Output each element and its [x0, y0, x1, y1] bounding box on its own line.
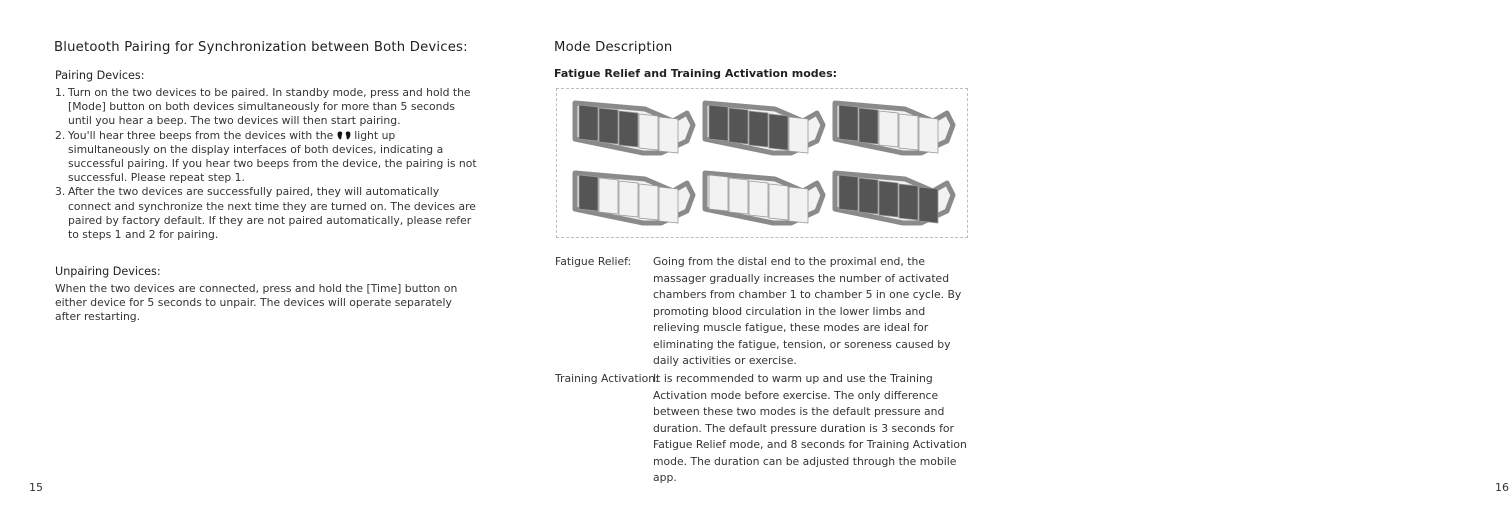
sleeve-chamber: [919, 117, 938, 153]
sleeve-chamber: [619, 181, 638, 217]
leg-sleeve-3: [835, 103, 953, 153]
step-number: 1.: [55, 86, 66, 99]
pairing-step-2: [55, 129, 480, 186]
sleeve-chamber: [639, 114, 658, 150]
sleeve-chamber: [729, 178, 748, 214]
sleeve-chamber: [899, 114, 918, 150]
sleeve-chamber: [749, 181, 768, 217]
page-number-left: 15: [29, 481, 43, 494]
sleeve-chamber: [599, 108, 618, 144]
leg-sleeve-4: [575, 173, 693, 223]
sleeve-chamber: [789, 117, 808, 153]
sleeve-chamber: [879, 111, 898, 147]
sleeve-chamber: [899, 184, 918, 220]
leg-sleeve-1: [575, 103, 693, 153]
sleeve-chamber: [659, 187, 678, 223]
left-page: [0, 0, 512, 512]
sleeve-chamber: [769, 114, 788, 150]
step-text-before-icon: You'll hear three beeps from the devices with the: [68, 128, 334, 142]
step-text: After the two devices are successfully paired, they will automatically connect and synchronize the next time they are turned on. The devices are paired by factory default. If they are not paired automatically, please refer to steps 1 and 2 for pairing.: [68, 185, 476, 242]
leg-sleeve-6: [835, 173, 953, 223]
sleeve-chamber: [579, 105, 598, 141]
leg-sleeve-2: [705, 103, 823, 153]
fatigue-relief-text: Going from the distal end to the proximal end, the massager gradually increases the number of activated chambers from chamber 1 to chamber 5 in one cycle. By promoting blood circulation in the lower limbs and relieving muscle fatigue, these modes are ideal for eliminating the fatigue, tension, or soreness caused by daily activities or exercise.: [653, 255, 962, 367]
page-number-right: 16: [1495, 481, 1509, 494]
sleeve-chamber: [619, 111, 638, 147]
bluetooth-pairing-title: Bluetooth Pairing for Synchronization between Both Devices:: [54, 40, 468, 55]
mode-illustration-frame: [556, 88, 968, 238]
sleeve-chamber: [859, 108, 878, 144]
sleeve-chamber: [709, 105, 728, 141]
training-activation-label: Training Activation:: [555, 372, 659, 385]
unpairing-devices-title: Unpairing Devices:: [55, 265, 161, 278]
mode-description-title: Mode Description: [554, 40, 673, 55]
fatigue-relief-label: Fatigue Relief:: [555, 255, 632, 268]
earbuds-icon: [337, 131, 351, 140]
pairing-step-3: [55, 185, 480, 242]
sleeve-chamber: [769, 184, 788, 220]
sleeve-chamber: [579, 175, 598, 211]
sleeve-chamber: [729, 108, 748, 144]
sleeve-chamber: [919, 187, 938, 223]
sleeve-chamber: [859, 178, 878, 214]
unpairing-text: When the two devices are connected, press and hold the [Time] button on either device for 5 seconds to unpair. The devices will operate separately after restarting.: [55, 282, 458, 324]
step-number: 2.: [55, 128, 66, 142]
training-activation-text: It is recommended to warm up and use the Training Activation mode before exercise. The only difference between these two modes is the default pressure and duration. The default pressure duration is 3 seconds for Fatigue Relief mode, and 8 seconds for Training Activation mode. The duration can be adjusted through the mobile app.: [653, 372, 967, 484]
leg-sleeve-5: [705, 173, 823, 223]
sleeve-chamber: [839, 175, 858, 211]
leg-sleeve-illustration-grid: [557, 89, 967, 237]
modes-subtitle: Fatigue Relief and Training Activation modes:: [554, 67, 838, 80]
step-text-after-icon: light up simultaneously on the display interfaces of both devices, indicating a successful pairing. If you hear two beeps from the device, the pairing is not successful. Please repeat step 1.: [68, 128, 477, 185]
sleeve-chamber: [839, 105, 858, 141]
pairing-steps-list: [55, 86, 480, 242]
right-page: [512, 0, 1509, 512]
step-number: 3.: [55, 185, 66, 199]
sleeve-chamber: [879, 181, 898, 217]
pairing-step-1: [55, 86, 480, 129]
pairing-devices-title: Pairing Devices:: [55, 69, 145, 82]
step-text: Turn on the two devices to be paired. In standby mode, press and hold the [Mode] button on both devices simultaneously for more than 5 seconds until you hear a beep. The two devices will then start pairing.: [68, 86, 471, 128]
sleeve-chamber: [599, 178, 618, 214]
sleeve-chamber: [789, 187, 808, 223]
sleeve-chamber: [659, 117, 678, 153]
sleeve-chamber: [749, 111, 768, 147]
sleeve-chamber: [709, 175, 728, 211]
sleeve-chamber: [639, 184, 658, 220]
